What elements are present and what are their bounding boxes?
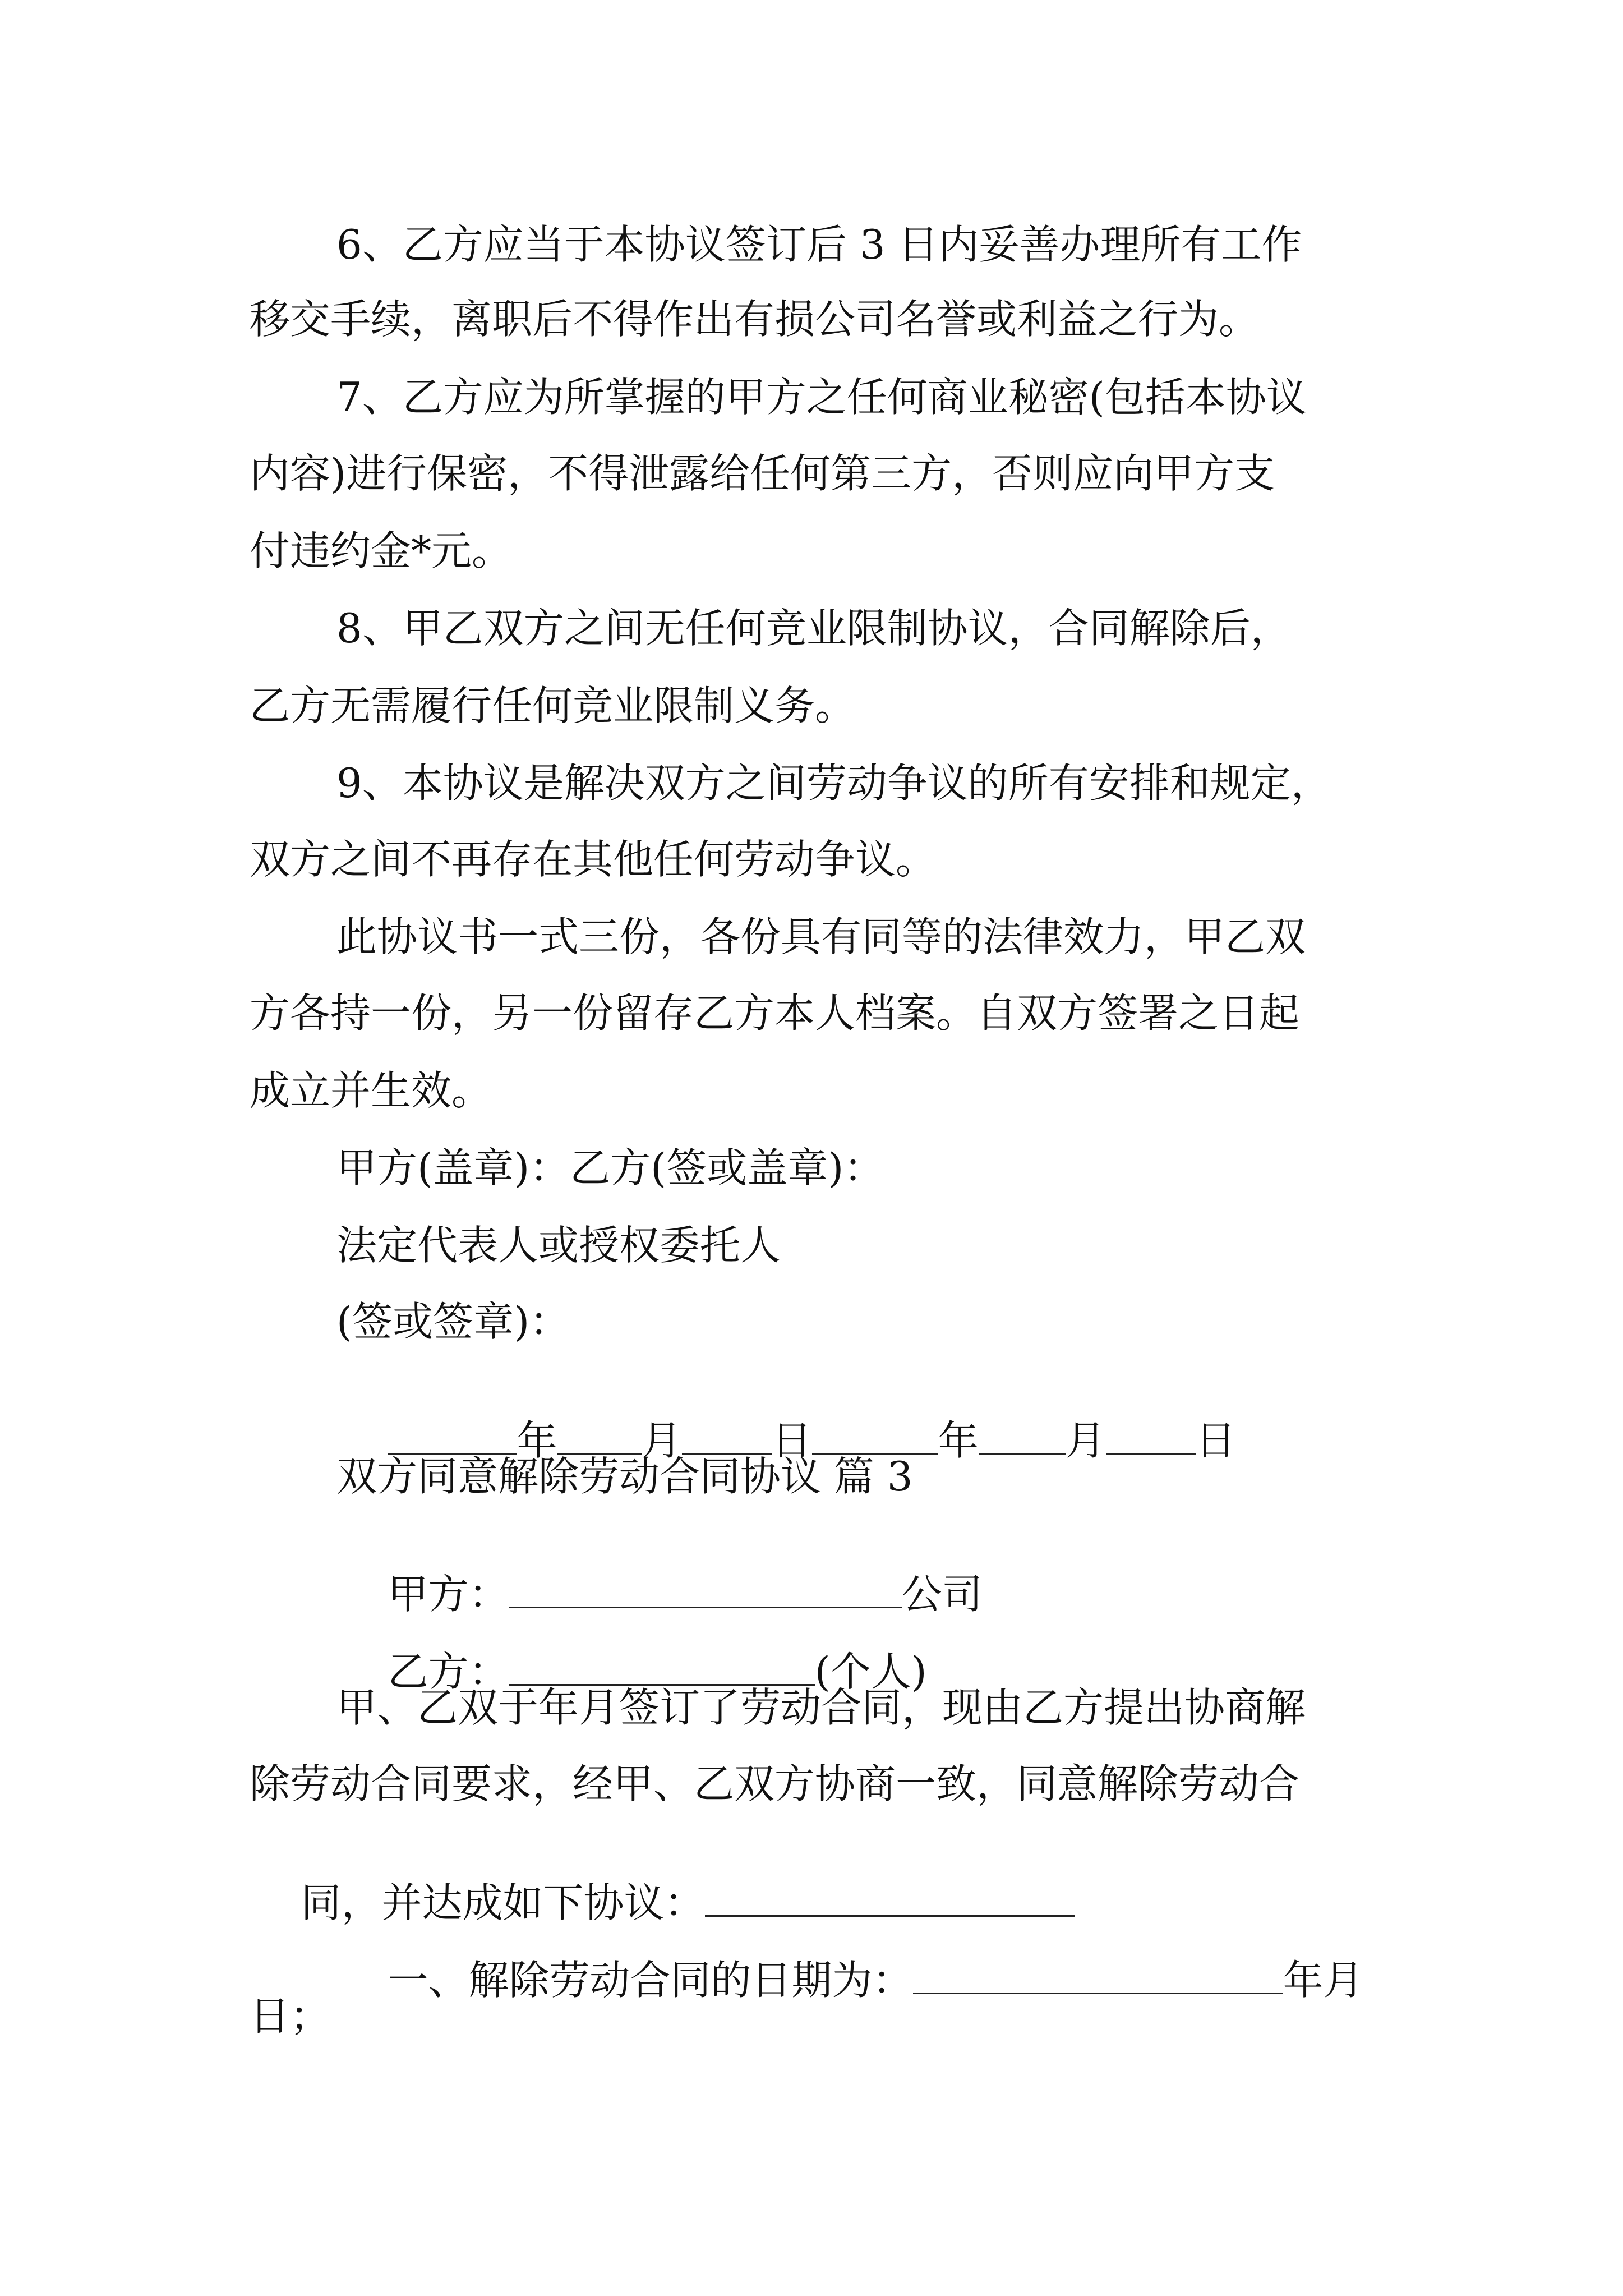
clause-6-line-1: 6、乙方应当于本协议签订后 3 日内妥善办理所有工作 [336,221,1302,268]
signature-representative: 法定代表人或授权委托人 [336,1222,781,1269]
month-blank-a [557,1419,642,1455]
item-1-suffix: 年月 [1283,1957,1364,2004]
party-b-label: 乙方： [388,1648,509,1695]
intro-line-1: 甲、乙双于年月签订了劳动合同，现由乙方提出协商解 [336,1684,1306,1731]
party-a-suffix: 公司 [901,1571,983,1618]
day-blank-b [1106,1419,1196,1455]
day-label-a: 日 [771,1417,812,1464]
party-a-label: 甲方： [388,1571,509,1618]
year-label-a: 年 [517,1417,557,1464]
item-1-text: 一、解除劳动合同的日期为： [388,1957,913,2004]
clause-8-line-1: 8、甲乙双方之间无任何竞业限制协议，合同解除后， [336,605,1291,652]
year-label-b: 年 [938,1417,979,1464]
party-a-blank [509,1573,902,1608]
copies-line-3: 成立并生效。 [250,1067,492,1114]
signature-sign: (签或签章)： [336,1298,570,1345]
clause-8-line-2: 乙方无需履行任何竞业限制义务。 [250,682,856,729]
section-3-title: 双方同意解除劳动合同协议 篇 3 [336,1453,913,1500]
year-blank-a [388,1419,517,1455]
item-1-line-2: 日； [250,1993,331,2040]
clause-7-line-2: 内容)进行保密，不得泄露给任何第三方，否则应向甲方支 [250,450,1275,497]
party-b-blank [509,1650,815,1686]
month-blank-b [979,1419,1066,1455]
copies-line-1: 此协议书一式三份，各份具有同等的法律效力，甲乙双 [336,913,1306,960]
intro-line-3-text: 同，并达成如下协议： [301,1879,705,1926]
termination-date-blank [913,1959,1283,1994]
clause-6-line-2: 移交手续，离职后不得作出有损公司名誉或利益之行为。 [250,296,1260,343]
clause-9-line-1: 9、本协议是解决双方之间劳动争议的所有安排和规定， [336,760,1331,807]
signature-parties: 甲方(盖章)：乙方(签或盖章)： [336,1144,884,1191]
intro-blank [705,1881,1075,1917]
month-label-a: 月 [641,1417,682,1464]
clause-9-line-2: 双方之间不再存在其他任何劳动争议。 [250,836,937,883]
day-blank-a [682,1419,772,1455]
year-blank-b [812,1419,938,1455]
intro-line-2: 除劳动合同要求，经甲、乙双方协商一致，同意解除劳动合 [250,1760,1300,1807]
clause-7-line-3: 付违约金*元。 [250,527,513,574]
clause-7-line-1: 7、乙方应为所掌握的甲方之任何商业秘密(包括本协议 [336,374,1307,421]
day-label-b: 日 [1195,1417,1236,1464]
month-label-b: 月 [1065,1417,1106,1464]
party-b-suffix: (个人) [814,1648,927,1695]
copies-line-2: 方各持一份，另一份留存乙方本人档案。自双方签署之日起 [250,990,1300,1037]
item-1-line-1 [336,1918,1364,2041]
